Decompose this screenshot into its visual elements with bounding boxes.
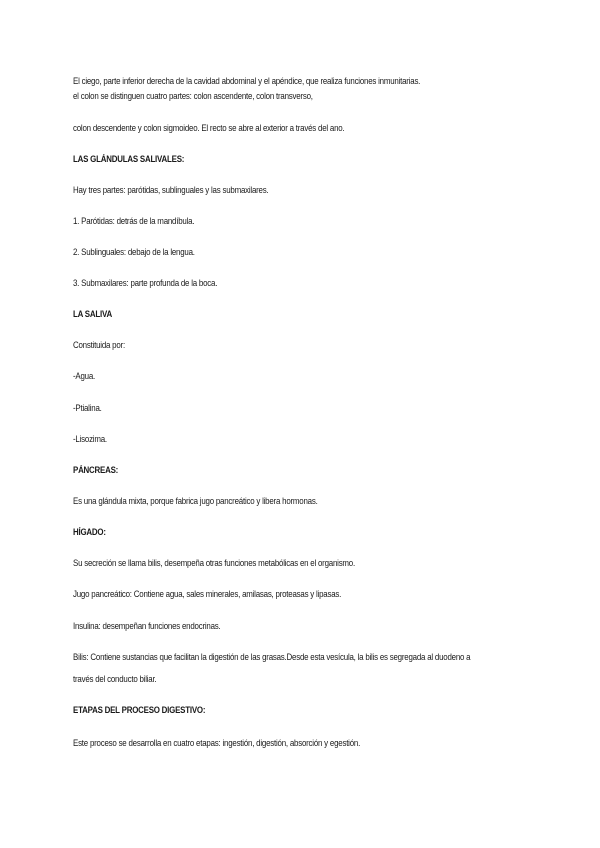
pancreas-heading: PÁNCREAS: xyxy=(73,465,119,475)
intro-line: El ciego, parte inferior derecha de la cavidad abdominal y el apéndice, que realiza funciones inmunitarias. xyxy=(73,76,421,86)
salivales-item: 1. Parótidas: detrás de la mandíbula. xyxy=(73,216,195,226)
higado-paragraph: Insulina: desempeñan funciones endocrinas. xyxy=(73,621,221,631)
higado-heading: HÍGADO: xyxy=(73,527,106,537)
etapas-text: Este proceso se desarrolla en cuatro etapas: ingestión, digestión, absorción y egestión. xyxy=(73,738,361,748)
salivales-intro: Hay tres partes: parótidas, sublinguales y las submaxilares. xyxy=(73,185,269,195)
salivales-item: 3. Submaxilares: parte profunda de la boca. xyxy=(73,278,218,288)
salivales-heading: LAS GLÁNDULAS SALIVALES: xyxy=(73,154,185,164)
saliva-heading: LA SALIVA xyxy=(73,309,112,319)
bilis-line: través del conducto biliar. xyxy=(73,674,157,684)
bilis-line: Bilis: Contiene sustancias que facilitan la digestión de las grasas.Desde esta vesícula, la bilis es segregada al duodeno a xyxy=(73,652,471,662)
higado-paragraph: Su secreción se llama bilis, desempeña otras funciones metabólicas en el organismo. xyxy=(73,558,355,568)
higado-paragraph: Jugo pancreático: Contiene agua, sales minerales, amilasas, proteasas y lipasas. xyxy=(73,589,342,599)
saliva-item: -Ptialina. xyxy=(73,403,102,413)
intro-line: colon descendente y colon sigmoideo. El recto se abre al exterior a través del ano. xyxy=(73,123,345,133)
intro-line: el colon se distinguen cuatro partes: colon ascendente, colon transverso, xyxy=(73,91,313,101)
salivales-item: 2. Sublinguales: debajo de la lengua. xyxy=(73,247,195,257)
saliva-item: -Agua. xyxy=(73,371,96,381)
etapas-heading: ETAPAS DEL PROCESO DIGESTIVO: xyxy=(73,705,206,715)
saliva-intro: Constituida por: xyxy=(73,340,125,350)
saliva-item: -Lisozima. xyxy=(73,434,107,444)
pancreas-text: Es una glándula mixta, porque fabrica jugo pancreático y libera hormonas. xyxy=(73,496,318,506)
